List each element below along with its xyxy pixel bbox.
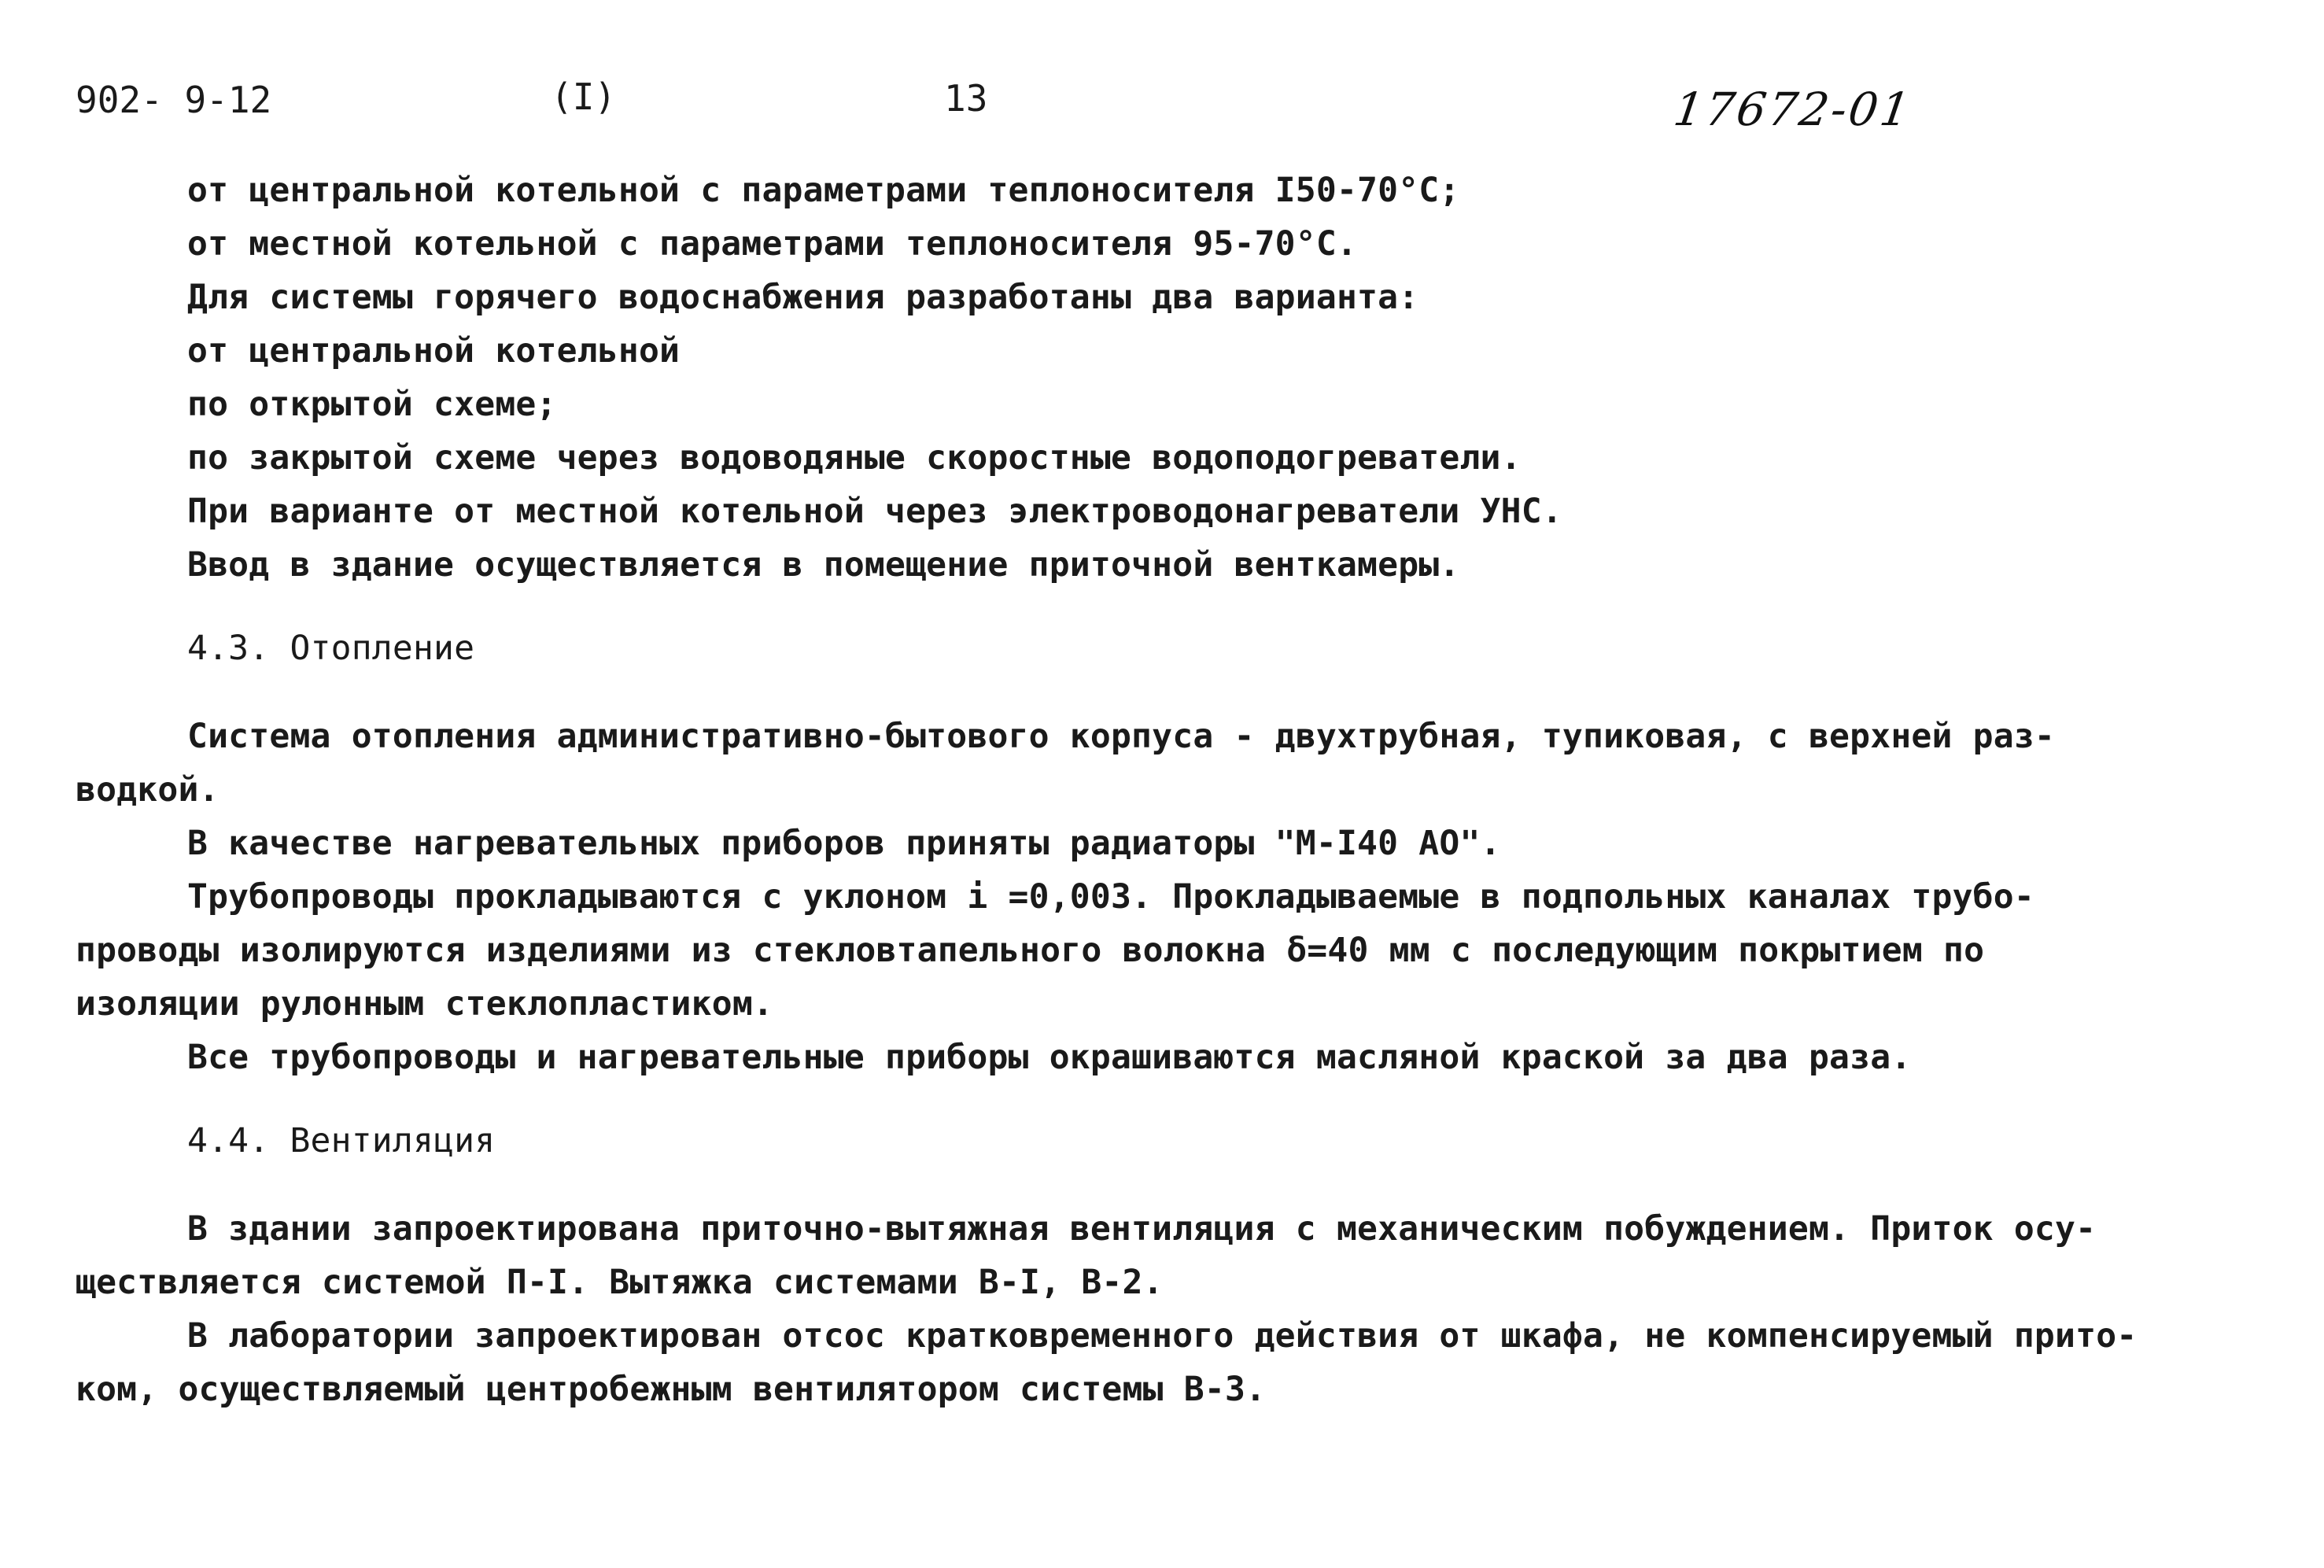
text-line: В лаборатории запроектирован отсос кратковременного действия от шкафа, не компенсируемый прито- — [187, 1316, 2138, 1356]
text-line: Система отопления административно-бытового корпуса - двухтрубная, тупиковая, с верхней раз- — [187, 717, 2056, 756]
text-line: В здании запроектирована приточно-вытяжная вентиляция с механическим побуждением. Приток осу- — [187, 1209, 2097, 1249]
heat-supply-block — [76, 164, 2231, 592]
document-code: 902- 9-12 — [76, 79, 272, 121]
handwritten-stamp: 17672-01 — [1670, 83, 1916, 136]
text-line: водкой. — [76, 770, 219, 810]
document-part: (I) — [551, 76, 617, 118]
text-line: ществляется системой П-I. Вытяжка системами В-I, В-2. — [76, 1263, 1164, 1302]
text-line: от центральной котельной с параметрами теплоносителя I50-70°С; — [187, 171, 1460, 210]
text-line: проводы изолируются изделиями из стекловтапельного волокна δ=40 мм с последующим покрытием по — [76, 931, 1985, 970]
text-line: по открытой схеме; — [187, 385, 557, 424]
text-line: Для системы горячего водоснабжения разработаны два варианта: — [187, 278, 1419, 317]
document-body — [76, 164, 2231, 1416]
page-number: 13 — [944, 77, 988, 120]
section-heading-ventilation: 4.4. Вентиляция — [187, 1121, 496, 1160]
text-line: от местной котельной с параметрами теплоносителя 95-70°С. — [187, 224, 1358, 264]
text-line: В качестве нагревательных приборов приняты радиаторы "М-I40 АО". — [187, 824, 1501, 863]
text-line: ком, осуществляемый центробежным вентилятором системы В-3. — [76, 1370, 1267, 1409]
text-line: При варианте от местной котельной через электроводонагреватели УНС. — [187, 492, 1562, 531]
text-line: по закрытой схеме через водоводяные скоростные водоподогреватели. — [187, 438, 1522, 478]
text-line: Трубопроводы прокладываются с уклоном i =0,003. Прокладываемые в подпольных каналах трубо- — [187, 877, 2034, 917]
text-line: Ввод в здание осуществляется в помещение приточной венткамеры. — [187, 545, 1460, 585]
heating-section — [76, 710, 2231, 1084]
text-line: от центральной котельной — [187, 331, 681, 371]
text-line: изоляции рулонным стеклопластиком. — [76, 984, 773, 1024]
section-heading-heating: 4.3. Отопление — [187, 629, 475, 668]
ventilation-section — [76, 1202, 2231, 1416]
text-line: Все трубопроводы и нагревательные приборы окрашиваются масляной краской за два раза. — [187, 1038, 1912, 1077]
